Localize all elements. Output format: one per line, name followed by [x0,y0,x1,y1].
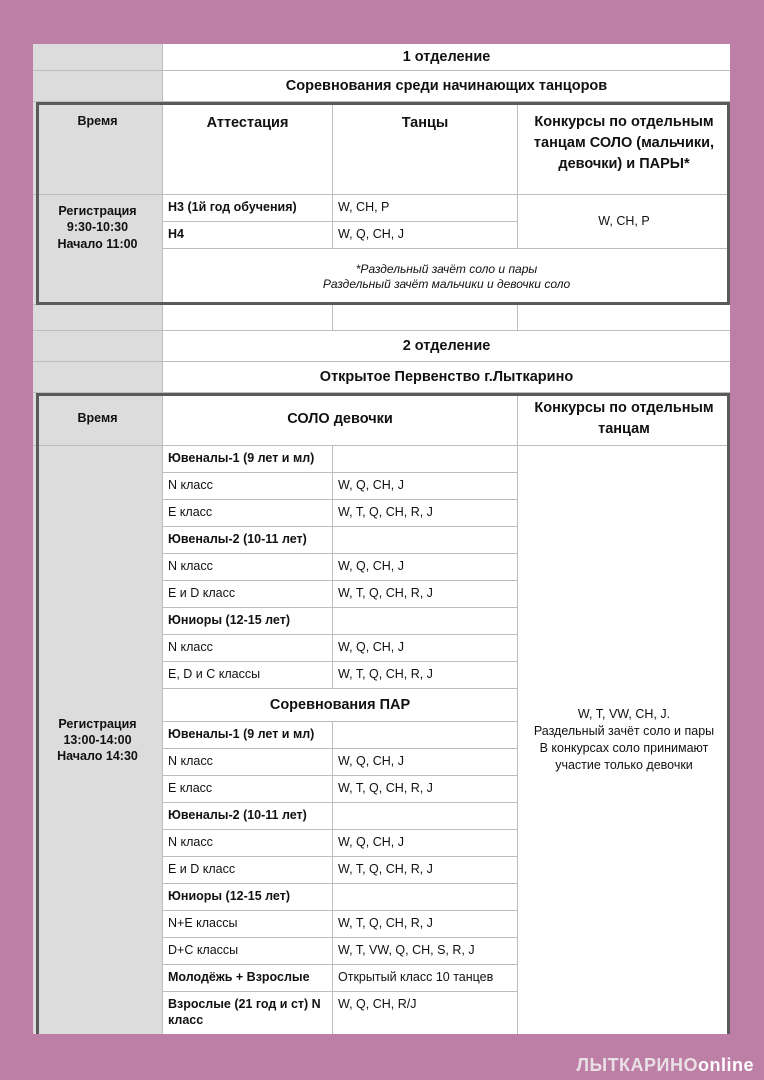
note-line: *Раздельный зачёт соло и пары [355,261,538,276]
dances-cell: W, T, VW, Q, CH, S, R, J [333,938,518,965]
contests-line: участие только девочки [555,757,693,772]
dances-cell [333,884,518,911]
dances-header: Танцы [333,102,518,195]
section2-time [33,446,163,1034]
category-cell: Ювеналы-1 (9 лет и мл) [163,446,333,473]
time-line: Регистрация [58,716,137,731]
blank-time-cell [33,71,163,102]
blank-time-cell [33,305,163,331]
dances-cell: W, T, Q, CH, R, J [333,776,518,803]
pairs-title: Соревнования ПАР [163,689,518,722]
time-header: Время [33,393,163,446]
category-cell: Взрослые (21 год и ст) N класс [163,992,333,1034]
time-line: 13:00-14:00 [63,732,132,747]
watermark-logo [576,1055,754,1076]
dances-cell: W, CH, P [333,195,518,222]
dances-cell: W, Q, CH, J [333,473,518,500]
category-cell: Н3 (1й год обучения) [163,195,333,222]
blank-cell [163,305,333,331]
dances-cell: Открытый класс 10 танцев [333,965,518,992]
category-cell: N класс [163,554,333,581]
blank-time-cell [33,362,163,393]
dances-cell [333,608,518,635]
category-cell: E, D и C классы [163,662,333,689]
dances-cell: W, Q, CH, J [333,635,518,662]
section1-time [33,195,163,305]
category-cell: E класс [163,776,333,803]
category-cell: Ювеналы-2 (10-11 лет) [163,803,333,830]
category-cell: Н4 [163,222,333,249]
blank-cell [518,305,730,331]
dances-cell [333,527,518,554]
note-line: Раздельный зачёт мальчики и девочки соло [322,276,571,291]
watermark-suffix: online [698,1055,754,1075]
section2-title: 2 отделение [163,331,730,362]
section1-note [163,249,730,305]
attestation-header: Аттестация [163,102,333,195]
category-cell: Ювеналы-2 (10-11 лет) [163,527,333,554]
blank-time-cell [33,331,163,362]
dances-cell: W, Q, CH, J [333,554,518,581]
blank-cell [333,305,518,331]
category-cell: N+E классы [163,911,333,938]
category-cell: Ювеналы-1 (9 лет и мл) [163,722,333,749]
section1-title: 1 отделение [163,44,730,71]
time-line: Начало 14:30 [57,749,138,764]
category-cell: N класс [163,473,333,500]
contests-value: W, CH, P [518,195,730,249]
contests-line: В конкурсах соло принимают [539,741,709,755]
category-cell: D+C классы [163,938,333,965]
dances-cell: W, Q, CH, J [333,749,518,776]
category-cell: N класс [163,749,333,776]
section1-subtitle: Соревнования среди начинающих танцоров [163,71,730,102]
dances-cell: W, T, Q, CH, R, J [333,911,518,938]
dances-cell: W, T, Q, CH, R, J [333,662,518,689]
category-cell: E класс [163,500,333,527]
schedule-sheet [33,44,730,1034]
blank-time-cell [33,44,163,71]
time-line: Регистрация [58,204,137,218]
category-cell: Молодёжь + Взрослые [163,965,333,992]
contests-header: Конкурсы по отдельным танцам СОЛО (мальчики, девочки) и ПАРЫ* [518,102,730,195]
dances-cell: W, Q, CH, J [333,222,518,249]
watermark-main: ЛЫТКАРИНО [576,1055,698,1075]
time-header: Время [33,102,163,195]
dances-cell [333,803,518,830]
contests-header: Конкурсы по отдельным танцам [518,393,730,446]
dances-cell: W, T, Q, CH, R, J [333,500,518,527]
category-cell: E и D класс [163,581,333,608]
contests-line: W, T, VW, CH, J. [577,707,671,722]
dances-cell: W, Q, CH, R/J [333,992,518,1034]
category-cell: N класс [163,830,333,857]
time-line: 9:30-10:30 [66,220,129,235]
category-cell: Юниоры (12-15 лет) [163,884,333,911]
dances-cell [333,722,518,749]
time-line: Начало 11:00 [57,236,138,251]
dances-cell: W, T, Q, CH, R, J [333,857,518,884]
section2-subtitle: Открытое Первенство г.Лыткарино [163,362,730,393]
dances-cell: W, Q, CH, J [333,830,518,857]
solo-header: СОЛО девочки [163,393,518,446]
contests-line: Раздельный зачёт соло и пары [533,724,715,739]
category-cell: E и D класс [163,857,333,884]
dances-cell: W, T, Q, CH, R, J [333,581,518,608]
category-cell: N класс [163,635,333,662]
category-cell: Юниоры (12-15 лет) [163,608,333,635]
section2-contests [518,446,730,1034]
dances-cell [333,446,518,473]
